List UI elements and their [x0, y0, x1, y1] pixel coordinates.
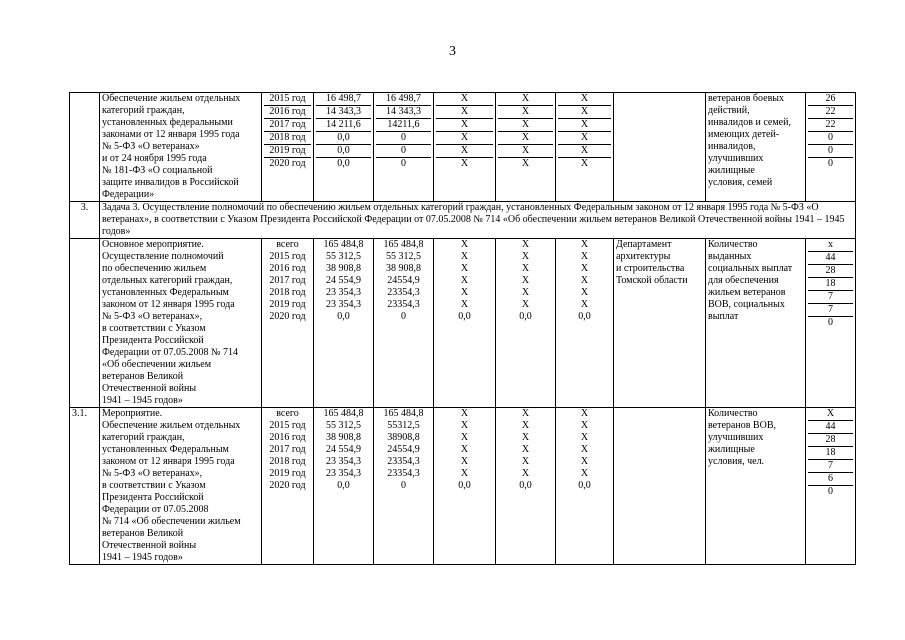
total-funding-column	[316, 93, 371, 170]
table-cell-value: X	[436, 132, 493, 145]
table-cell-value: 2020 год	[269, 480, 306, 491]
regional-funding-column	[436, 239, 493, 323]
table-cell-value: 44	[808, 252, 853, 265]
row-number-cell	[70, 93, 100, 202]
table-cell-value: X	[558, 93, 611, 106]
table-cell-value: 0,0	[337, 480, 350, 491]
table-cell-value: X	[521, 287, 530, 298]
table-cell-value: 2017 год	[269, 444, 306, 455]
table-row-block1	[70, 93, 856, 202]
table-cell-value: 0,0	[578, 480, 591, 491]
table-cell-value: X	[460, 275, 469, 286]
years-column	[264, 93, 311, 170]
table-cell-value: 2016 год	[269, 263, 306, 274]
task-description: Задача 3. Осуществление полномочий по обеспечению жильем отдельных категорий граждан, установленных Федеральным законом от 12 января 1995 года № 5-ФЗ «О ветеранах», в соответствии с Указом Президента Российской Федерации от 07.05.2008 № 714 «Об обеспечении жильем ветеранов Великой Отечественной войны 1941 – 1945 годов»	[100, 202, 856, 239]
table-cell-value: 0,0	[337, 311, 350, 322]
table-cell-value: 2016 год	[269, 432, 306, 443]
table-cell-value: 55 312,5	[326, 420, 361, 431]
table-cell-value: X	[521, 275, 530, 286]
table-cell-value: X	[521, 299, 530, 310]
table-cell-value: 23 354,3	[326, 299, 361, 310]
table-cell-value: 26	[808, 93, 853, 106]
table-row-block2	[70, 239, 856, 408]
table-cell-value: 2018 год	[269, 287, 306, 298]
regional-funding-column	[436, 93, 493, 170]
table-cell-value: 0	[828, 486, 833, 497]
table-cell-value: 0,0	[337, 158, 350, 169]
table-cell-value: 14 343,3	[376, 106, 431, 119]
table-cell-value: x	[808, 239, 853, 252]
table-cell-value: 14211,6	[376, 119, 431, 132]
indicator-values-column	[808, 93, 853, 170]
indicator-description: Количество выданных социальных выплат для обеспечения жильем ветеранов ВОВ, социальных выплат	[706, 239, 806, 408]
table-cell-value: 14 343,3	[316, 106, 371, 119]
table-cell-value: 0,0	[458, 311, 471, 322]
table-cell-value: 2020 год	[269, 158, 306, 169]
table-cell-value: 165 484,8	[323, 408, 364, 419]
table-cell-value: X	[436, 93, 493, 106]
table-cell-value: всего	[276, 239, 299, 250]
table-cell-value: X	[580, 251, 589, 262]
executor-cell	[614, 408, 706, 565]
table-cell-value: 2019 год	[269, 299, 306, 310]
table-cell-value: 38 908,8	[386, 263, 421, 274]
table-cell-value: X	[580, 239, 589, 250]
executor-cell	[614, 93, 706, 202]
table-cell-value: 2017 год	[264, 119, 311, 132]
table-cell-value: X	[558, 106, 611, 119]
measure-description: Обеспечение жильем отдельных категорий граждан, установленных федеральными законами от 12 января 1995 года № 5-ФЗ «О ветеранах» и от 24 ноября 1995 года № 181-ФЗ «О социальной защите инвалидов в Российской Федерации»	[100, 93, 262, 202]
table-cell-value: 6	[808, 473, 853, 486]
table-cell-value: 0,0	[316, 145, 371, 158]
table-cell-value: X	[436, 119, 493, 132]
table-cell-value: 22	[808, 119, 853, 132]
local-funding-column	[498, 239, 553, 323]
table-cell-value: 2017 год	[269, 275, 306, 286]
table-row-block3	[70, 408, 856, 565]
table-cell-value: 0	[828, 158, 833, 169]
table-cell-value: X	[521, 420, 530, 431]
table-cell-value: X	[558, 132, 611, 145]
table-cell-value: X	[436, 106, 493, 119]
table-cell-value: 2015 год	[264, 93, 311, 106]
table-cell-value: 165 484,8	[383, 408, 424, 419]
table-cell-value: X	[460, 420, 469, 431]
table-cell-value: 24554,9	[387, 275, 420, 286]
table-cell-value: 0,0	[519, 480, 532, 491]
table-cell-value: 0	[808, 132, 853, 145]
table-cell-value: 23354,3	[387, 287, 420, 298]
table-cell-value: 2020 год	[269, 311, 306, 322]
table-cell-value: 0	[376, 145, 431, 158]
table-cell-value: X	[580, 468, 589, 479]
table-cell-value: 23 354,3	[326, 456, 361, 467]
table-cell-value: 24554,9	[387, 444, 420, 455]
other-funding-column	[558, 408, 611, 492]
federal-funding-column	[376, 93, 431, 170]
table-cell-value: 55 312,5	[386, 251, 421, 262]
indicator-values-column	[808, 239, 853, 329]
table-cell-value: 23354,3	[387, 456, 420, 467]
other-funding-column	[558, 93, 611, 170]
table-cell-value: 0	[401, 311, 406, 322]
years-column	[264, 239, 311, 323]
table-cell-value: X	[580, 456, 589, 467]
other-funding-column	[558, 239, 611, 323]
table-cell-value: 165 484,8	[383, 239, 424, 250]
table-cell-value: 55312,5	[387, 420, 420, 431]
table-cell-value: 38 908,8	[326, 432, 361, 443]
table-cell-value: 0	[401, 158, 406, 169]
table-cell-value: X	[460, 299, 469, 310]
table-cell-value: 0	[376, 132, 431, 145]
table-cell-value: 23354,3	[387, 299, 420, 310]
table-cell-value: X	[521, 239, 530, 250]
table-cell-value: 7	[808, 304, 853, 317]
table-cell-value: X	[460, 287, 469, 298]
table-cell-value: X	[460, 444, 469, 455]
federal-funding-column	[376, 408, 431, 492]
table-cell-value: X	[521, 158, 530, 169]
table-cell-value: 23 354,3	[326, 287, 361, 298]
table-cell-value: 2016 год	[264, 106, 311, 119]
table-cell-value: X	[580, 263, 589, 274]
table-cell-value: 2015 год	[269, 420, 306, 431]
table-cell-value: 7	[808, 460, 853, 473]
table-cell-value: 18	[808, 278, 853, 291]
table-cell-value: X	[521, 468, 530, 479]
indicator-values-column	[808, 408, 853, 498]
table-cell-value: 7	[808, 291, 853, 304]
table-cell-value: X	[808, 408, 853, 421]
table-cell-value: 28	[808, 265, 853, 278]
table-cell-value: 28	[808, 434, 853, 447]
total-funding-column	[316, 239, 371, 323]
measure-description: Мероприятие. Обеспечение жильем отдельных категорий граждан, установленных Федеральным законом от 12 января 1995 года № 5-ФЗ «О ветеранах», в соответствии с Указом Президента Российской Федерации от 07.05.2008 № 714 «Об обеспечении жильем ветеранов Великой Отечественной войны 1941 – 1945 годов»	[100, 408, 262, 565]
table-cell-value: X	[521, 444, 530, 455]
table-cell-value: X	[580, 299, 589, 310]
local-funding-column	[498, 408, 553, 492]
table-cell-value: X	[580, 287, 589, 298]
table-cell-value: X	[558, 145, 611, 158]
program-table	[69, 92, 856, 565]
table-cell-value: X	[521, 456, 530, 467]
table-cell-value: X	[580, 432, 589, 443]
total-funding-column	[316, 408, 371, 492]
local-funding-column	[498, 93, 553, 170]
table-cell-value: X	[498, 145, 553, 158]
table-cell-value: 16 498,7	[316, 93, 371, 106]
executor-cell: Департамент архитектуры и строительства Томской области	[614, 239, 706, 408]
table-cell-value: X	[580, 408, 589, 419]
table-cell-value: X	[460, 263, 469, 274]
row-number-cell	[70, 239, 100, 408]
table-cell-value: 44	[808, 421, 853, 434]
years-column	[264, 408, 311, 492]
regional-funding-column	[436, 408, 493, 492]
table-cell-value: всего	[276, 408, 299, 419]
table-cell-value: X	[521, 432, 530, 443]
table-cell-value: 16 498,7	[376, 93, 431, 106]
table-row-task3	[70, 202, 856, 239]
table-cell-value: X	[498, 119, 553, 132]
table-cell-value: X	[498, 93, 553, 106]
task-number: 3.	[70, 202, 100, 239]
table-cell-value: 2018 год	[269, 456, 306, 467]
table-cell-value: 22	[808, 106, 853, 119]
table-cell-value: X	[460, 239, 469, 250]
table-cell-value: 24 554,9	[326, 275, 361, 286]
indicator-description: Количество ветеранов ВОВ, улучшивших жилищные условия, чел.	[706, 408, 806, 565]
table-cell-value: 0,0	[578, 311, 591, 322]
table-cell-value: X	[580, 158, 589, 169]
table-cell-value: X	[498, 132, 553, 145]
table-cell-value: 2019 год	[264, 145, 311, 158]
table-cell-value: X	[558, 119, 611, 132]
federal-funding-column	[376, 239, 431, 323]
measure-description: Основное мероприятие. Осуществление полномочий по обеспечению жильем отдельных категорий граждан, установленных Федеральным законом от 12 января 1995 года № 5-ФЗ «О ветеранах», в соответствии с Указом Президента Российской Федерации от 07.05.2008 № 714 «Об обеспечении жильем ветеранов Великой Отечественной войны 1941 – 1945 годов»	[100, 239, 262, 408]
table-cell-value: 24 554,9	[326, 444, 361, 455]
table-cell-value: 0	[401, 480, 406, 491]
table-cell-value: X	[460, 432, 469, 443]
table-cell-value: X	[521, 263, 530, 274]
table-cell-value: X	[521, 408, 530, 419]
table-cell-value: X	[580, 275, 589, 286]
table-cell-value: 2015 год	[269, 251, 306, 262]
table-cell-value: 0	[808, 145, 853, 158]
table-cell-value: 2019 год	[269, 468, 306, 479]
table-cell-value: 0,0	[316, 132, 371, 145]
indicator-description: ветеранов боевых действий, инвалидов и семей, имеющих детей- инвалидов, улучшивших жилищные условия, семей	[706, 93, 806, 202]
table-cell-value: X	[460, 251, 469, 262]
table-cell-value: 38 908,8	[326, 263, 361, 274]
table-cell-value: 14 211,6	[316, 119, 371, 132]
table-cell-value: X	[460, 408, 469, 419]
table-cell-value: 165 484,8	[323, 239, 364, 250]
table-cell-value: X	[580, 420, 589, 431]
table-cell-value: X	[498, 106, 553, 119]
table-cell-value: 0,0	[519, 311, 532, 322]
table-cell-value: X	[580, 444, 589, 455]
row-number-cell: 3.1.	[70, 408, 100, 565]
table-cell-value: X	[436, 145, 493, 158]
table-cell-value: 0,0	[458, 480, 471, 491]
table-cell-value: X	[460, 456, 469, 467]
table-cell-value: X	[521, 251, 530, 262]
table-cell-value: 23 354,3	[326, 468, 361, 479]
table-cell-value: X	[460, 158, 469, 169]
page-number: 3	[449, 44, 456, 59]
table-cell-value: 38908,8	[387, 432, 420, 443]
table-cell-value: 23354,3	[387, 468, 420, 479]
table-cell-value: 2018 год	[264, 132, 311, 145]
table-cell-value: 18	[808, 447, 853, 460]
table-cell-value: 55 312,5	[326, 251, 361, 262]
table-cell-value: X	[460, 468, 469, 479]
table-cell-value: 0	[828, 317, 833, 328]
